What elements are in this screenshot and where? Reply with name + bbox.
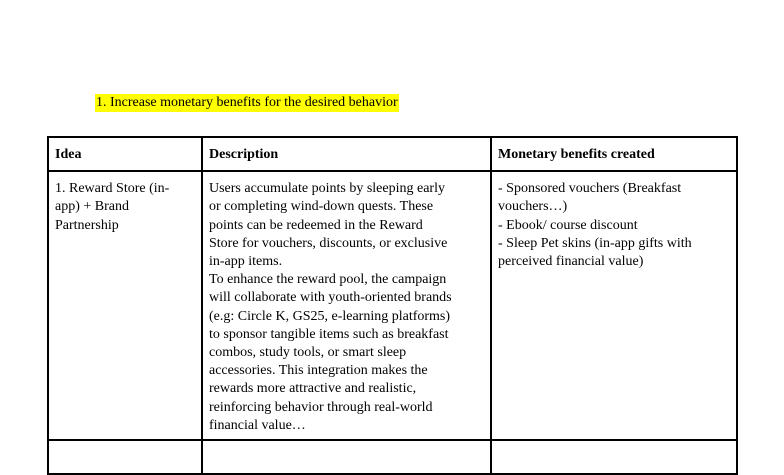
- idea-line: app) + Brand: [55, 199, 129, 215]
- description-cell: [202, 171, 491, 440]
- benefits-cell: [491, 171, 737, 440]
- description-line: in-app items.: [209, 254, 283, 270]
- description-line: accessories. This integration makes the: [209, 363, 428, 379]
- description-line: Users accumulate points by sleeping early: [209, 181, 445, 197]
- idea-line: 1. Reward Store (in-: [55, 181, 170, 197]
- header-idea: Idea: [48, 137, 202, 171]
- benefit-line: - Sponsored vouchers (Breakfast: [498, 181, 682, 197]
- description-line: Store for vouchers, discounts, or exclusive: [209, 235, 448, 251]
- description-line: To enhance the reward pool, the campaign: [209, 272, 447, 288]
- idea-cell: [48, 171, 202, 440]
- benefit-line: - Ebook/ course discount: [498, 217, 638, 233]
- description-line: rewards more attractive and realistic,: [209, 381, 417, 397]
- description-line: (e.g: Circle K, GS25, e-learning platforms): [209, 308, 451, 324]
- description-line: financial value…: [209, 417, 306, 433]
- benefit-line: - Sleep Pet skins (in-app gifts with: [498, 235, 692, 251]
- description-line: to sponsor tangible items such as breakfast: [209, 326, 449, 342]
- description-line: points can be redeemed in the Reward: [209, 217, 423, 233]
- header-description: Description: [202, 137, 491, 171]
- empty-cell: [202, 440, 491, 474]
- table-row: [48, 171, 737, 440]
- section-heading: 1. Increase monetary benefits for the desired behavior: [96, 95, 398, 110]
- benefit-line: vouchers…): [498, 199, 568, 215]
- idea-line: Partnership: [55, 217, 119, 233]
- table-header-row: [48, 137, 737, 171]
- description-line: combos, study tools, or smart sleep: [209, 345, 407, 361]
- benefit-line: perceived financial value): [498, 254, 644, 270]
- header-monetary-benefits: Monetary benefits created: [491, 137, 737, 171]
- empty-cell: [48, 440, 202, 474]
- table-row-continued: [48, 440, 737, 474]
- description-line: will collaborate with youth-oriented brands: [209, 290, 452, 306]
- description-line: or completing wind-down quests. These: [209, 199, 434, 215]
- ideas-table: [47, 136, 738, 475]
- empty-cell: [491, 440, 737, 474]
- description-line: reinforcing behavior through real-world: [209, 399, 433, 415]
